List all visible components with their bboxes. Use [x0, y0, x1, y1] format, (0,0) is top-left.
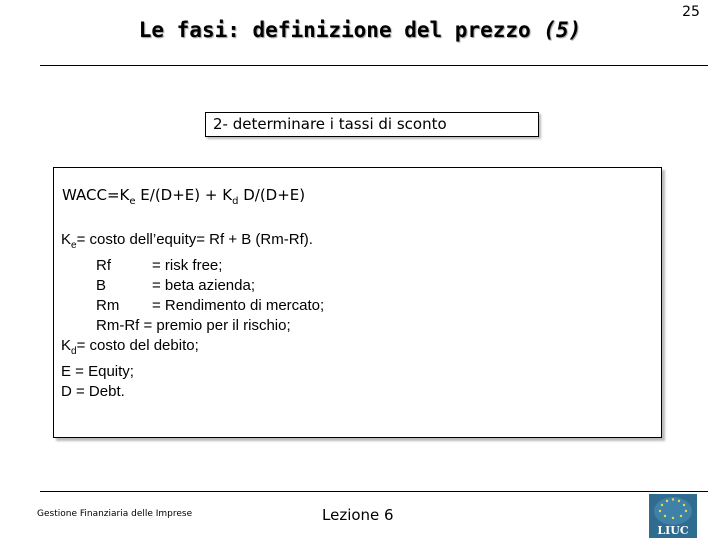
wacc-formula [62, 186, 305, 207]
slide-title [0, 18, 720, 42]
e-definition: E = Equity; [61, 363, 134, 380]
def-row-rm [61, 296, 324, 316]
def-text: = beta azienda; [152, 277, 256, 294]
formula-part1: E/(D+E) + [135, 186, 223, 204]
bottom-divider [40, 491, 708, 492]
logo-text: LIUC [657, 524, 689, 537]
ke-sub: e [71, 240, 77, 251]
def-row-b [61, 276, 324, 296]
formula-part2: D/(D+E) [238, 186, 306, 204]
def-row-rf [61, 256, 324, 276]
kd-k: K [61, 337, 72, 354]
subtitle-text: 2- determinare i tassi di sconto [213, 115, 447, 133]
def-sym: Rf [96, 257, 111, 274]
def-sym: B [96, 277, 107, 294]
formula-sub-e: e [129, 196, 136, 207]
liuc-logo-icon [649, 494, 697, 538]
footer-course: Gestione Finanziaria delle Imprese [37, 509, 193, 519]
ke-text: = costo dell’equity= Rf + B (Rm-Rf). [76, 231, 313, 248]
top-divider [40, 65, 708, 66]
kd-definition [61, 336, 324, 362]
kd-text: = costo del debito; [76, 337, 199, 354]
def-row-premium [61, 316, 324, 336]
page-number: 25 [682, 4, 700, 20]
formula-k2: K [222, 186, 233, 204]
formula-sub-d: d [232, 196, 239, 207]
def-text: = risk free; [152, 257, 223, 274]
ke-definition [61, 230, 324, 256]
d-definition: D = Debt. [61, 383, 125, 400]
formula-k: K [119, 186, 130, 204]
definitions-list [61, 230, 324, 402]
subtitle-box [205, 112, 539, 137]
formula-lhs: WACC= [62, 186, 120, 204]
footer-lecture: Lezione 6 [322, 506, 394, 524]
kd-sub: d [71, 346, 77, 357]
def-text: = Rendimento di mercato; [152, 297, 325, 314]
title-main: Le fasi: definizione del prezzo [138, 18, 531, 42]
ke-k: K [61, 231, 72, 248]
premium-text: Rm-Rf = premio per il rischio; [96, 317, 291, 334]
def-sym: Rm [96, 297, 120, 314]
title-suffix: (5) [543, 18, 582, 42]
